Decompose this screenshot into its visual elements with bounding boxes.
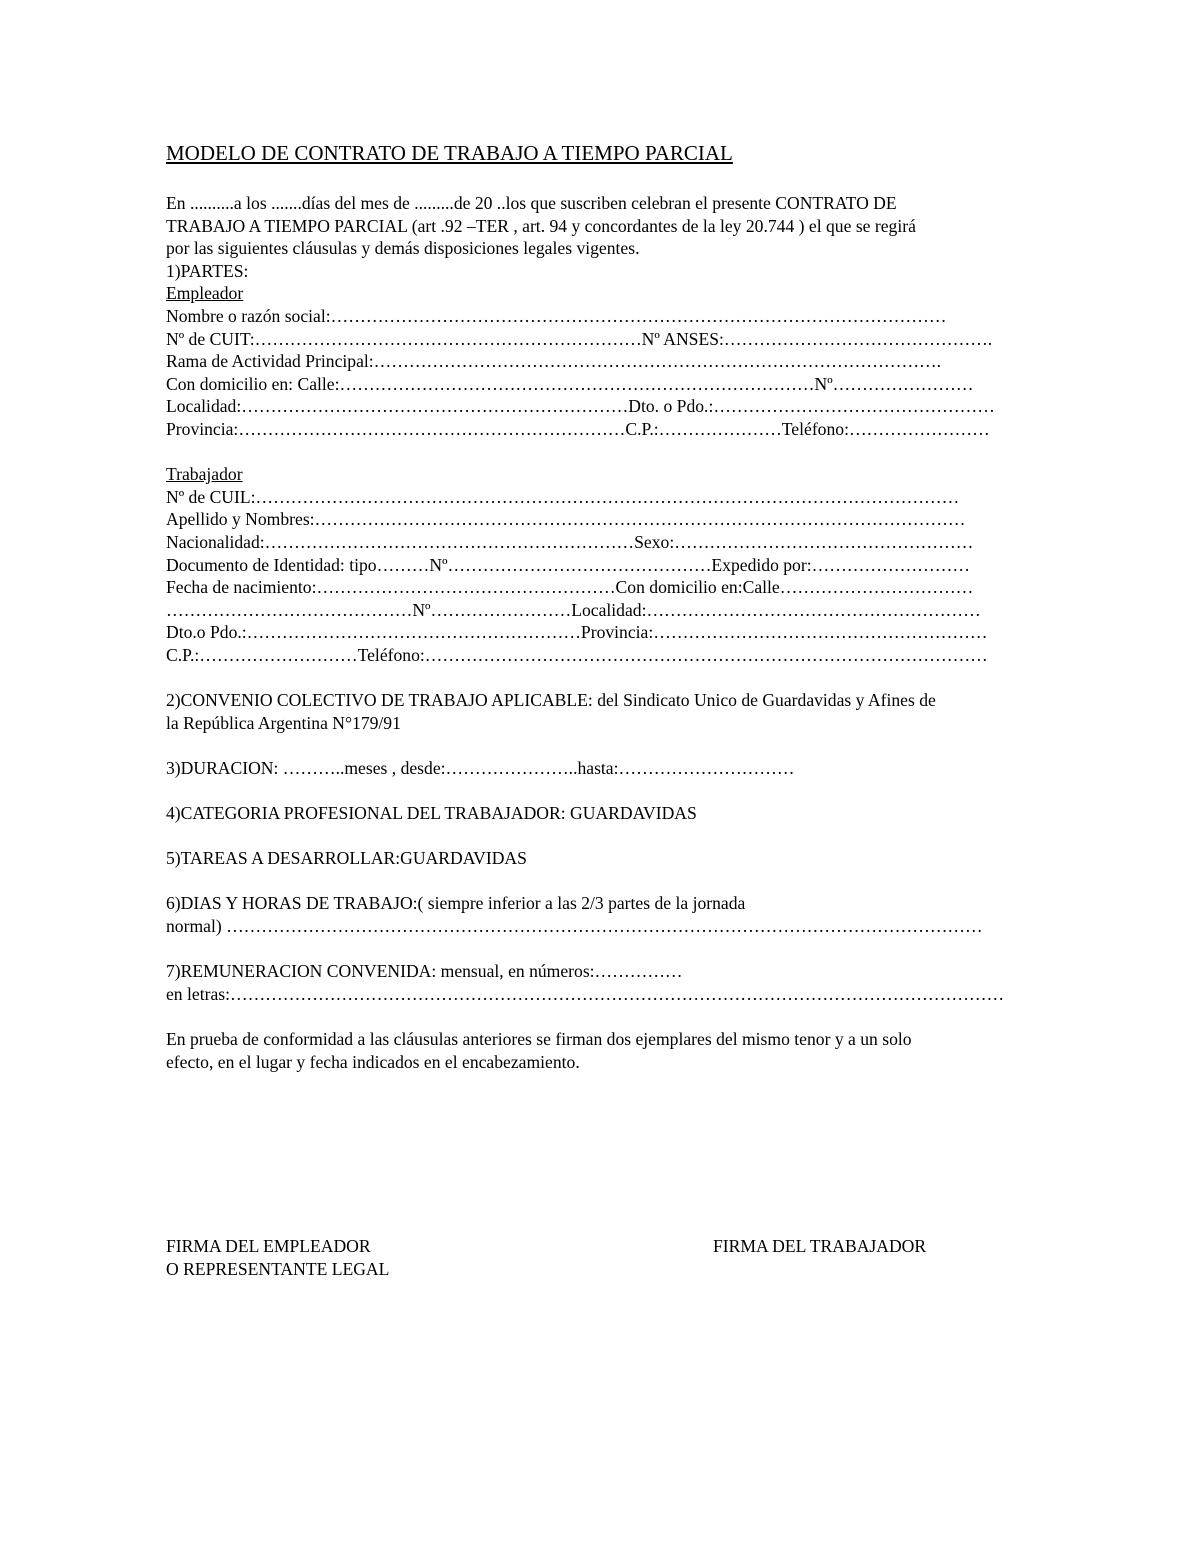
worker-heading: Trabajador — [166, 464, 243, 485]
worker-field-line: Nacionalidad:………………………………………………………Sexo:…………………………………………… — [166, 531, 974, 552]
worker-field-line: Dto.o Pdo.:…………………………………………………Provincia:………………………………………………… — [166, 622, 988, 643]
intro-line-2: TRABAJO A TIEMPO PARCIAL (art .92 –TER , art. 94 y concordantes de la ley 20.744 ) el que se regirá — [166, 215, 916, 236]
document-title: MODELO DE CONTRATO DE TRABAJO A TIEMPO PARCIAL — [166, 141, 733, 165]
contract-body — [166, 138, 1046, 1073]
worker-field-line: Documento de Identidad: tipo………Nº………………………………………Expedido por:……………………… — [166, 554, 970, 575]
employer-field-line: Nombre o razón social:…………………………………………………………………………………………… — [166, 305, 947, 326]
clause-convenio-line-1: 2)CONVENIO COLECTIVO DE TRABAJO APLICABLE: del Sindicato Unico de Guardavidas y Afines de — [166, 690, 936, 711]
employer-signature-line-1: FIRMA DEL EMPLEADOR — [166, 1236, 371, 1256]
clause-remuneracion-line-2: en letras:…………………………………………………………………………………………………………………… — [166, 983, 1005, 1004]
employer-field-line: Provincia:…………………………………………………………C.P.:…………………Teléfono:…………………… — [166, 418, 990, 439]
clause-categoria: 4)CATEGORIA PROFESIONAL DEL TRABAJADOR: GUARDAVIDAS — [166, 803, 697, 824]
clause-dias-horas — [166, 892, 1046, 937]
employer-signature-line-2: O REPRESENTANTE LEGAL — [166, 1258, 390, 1279]
employer-field-line: Con domicilio en: Calle:………………………………………………………………………Nº…………………… — [166, 373, 974, 394]
parties-heading: 1)PARTES: — [166, 260, 249, 281]
clause-duracion: 3)DURACION: ………..meses , desde:…………………..hasta:………………………… — [166, 757, 795, 778]
worker-field-line: C.P.:………………………Teléfono:…………………………………………………………………………………… — [166, 644, 988, 665]
employer-field-line: Rama de Actividad Principal:……………………………………………………………………………………. — [166, 351, 942, 372]
intro-line-1: En ..........a los .......días del mes de .........de 20 ..los que suscriben celebran el presente CONTRATO DE — [166, 193, 897, 213]
clause-remuneracion — [166, 960, 1046, 1005]
employer-field-line: Localidad:…………………………………………………………Dto. o Pdo.:………………………………………… — [166, 396, 995, 417]
worker-signature: FIRMA DEL TRABAJADOR — [713, 1236, 927, 1256]
clause-dias-line-1: 6)DIAS Y HORAS DE TRABAJO:( siempre inferior a las 2/3 partes de la jornada — [166, 893, 746, 914]
worker-field-line: Nº de CUIL:………………………………………………………………………………………………………… — [166, 486, 960, 507]
clause-convenio-line-2: la República Argentina N°179/91 — [166, 712, 401, 733]
clause-convenio — [166, 689, 1046, 734]
closing-paragraph — [166, 1028, 1046, 1073]
employer-heading: Empleador — [166, 283, 244, 304]
worker-section — [166, 463, 1046, 666]
worker-field-line: ……………………………………Nº……………………Localidad:………………………………………………… — [166, 599, 981, 620]
intro-line-3: por las siguientes cláusulas y demás disposiciones legales vigentes. — [166, 238, 640, 259]
clause-dias-line-2: normal) ………………………………………………………………………………………………………………… — [166, 916, 983, 936]
intro-paragraph — [166, 192, 1046, 260]
clause-tareas: 5)TAREAS A DESARROLLAR:GUARDAVIDAS — [166, 848, 527, 869]
employer-section — [166, 282, 1046, 440]
worker-field-line: Fecha de nacimiento:……………………………………………Con domicilio en:Calle…………………………… — [166, 577, 974, 598]
clause-remuneracion-line-1: 7)REMUNERACION CONVENIDA: mensual, en números:…………… — [166, 961, 683, 982]
closing-line-1: En prueba de conformidad a las cláusulas anteriores se firman dos ejemplares del mismo tenor y a un solo — [166, 1028, 912, 1049]
worker-field-line: Apellido y Nombres:………………………………………………………………………………………………… — [166, 509, 966, 530]
employer-field-line: Nº de CUIT:…………………………………………………………Nº ANSES:………………………………………. — [166, 328, 993, 349]
employer-signature — [166, 1235, 389, 1280]
closing-line-2: efecto, en el lugar y fecha indicados en el encabezamiento. — [166, 1051, 580, 1072]
